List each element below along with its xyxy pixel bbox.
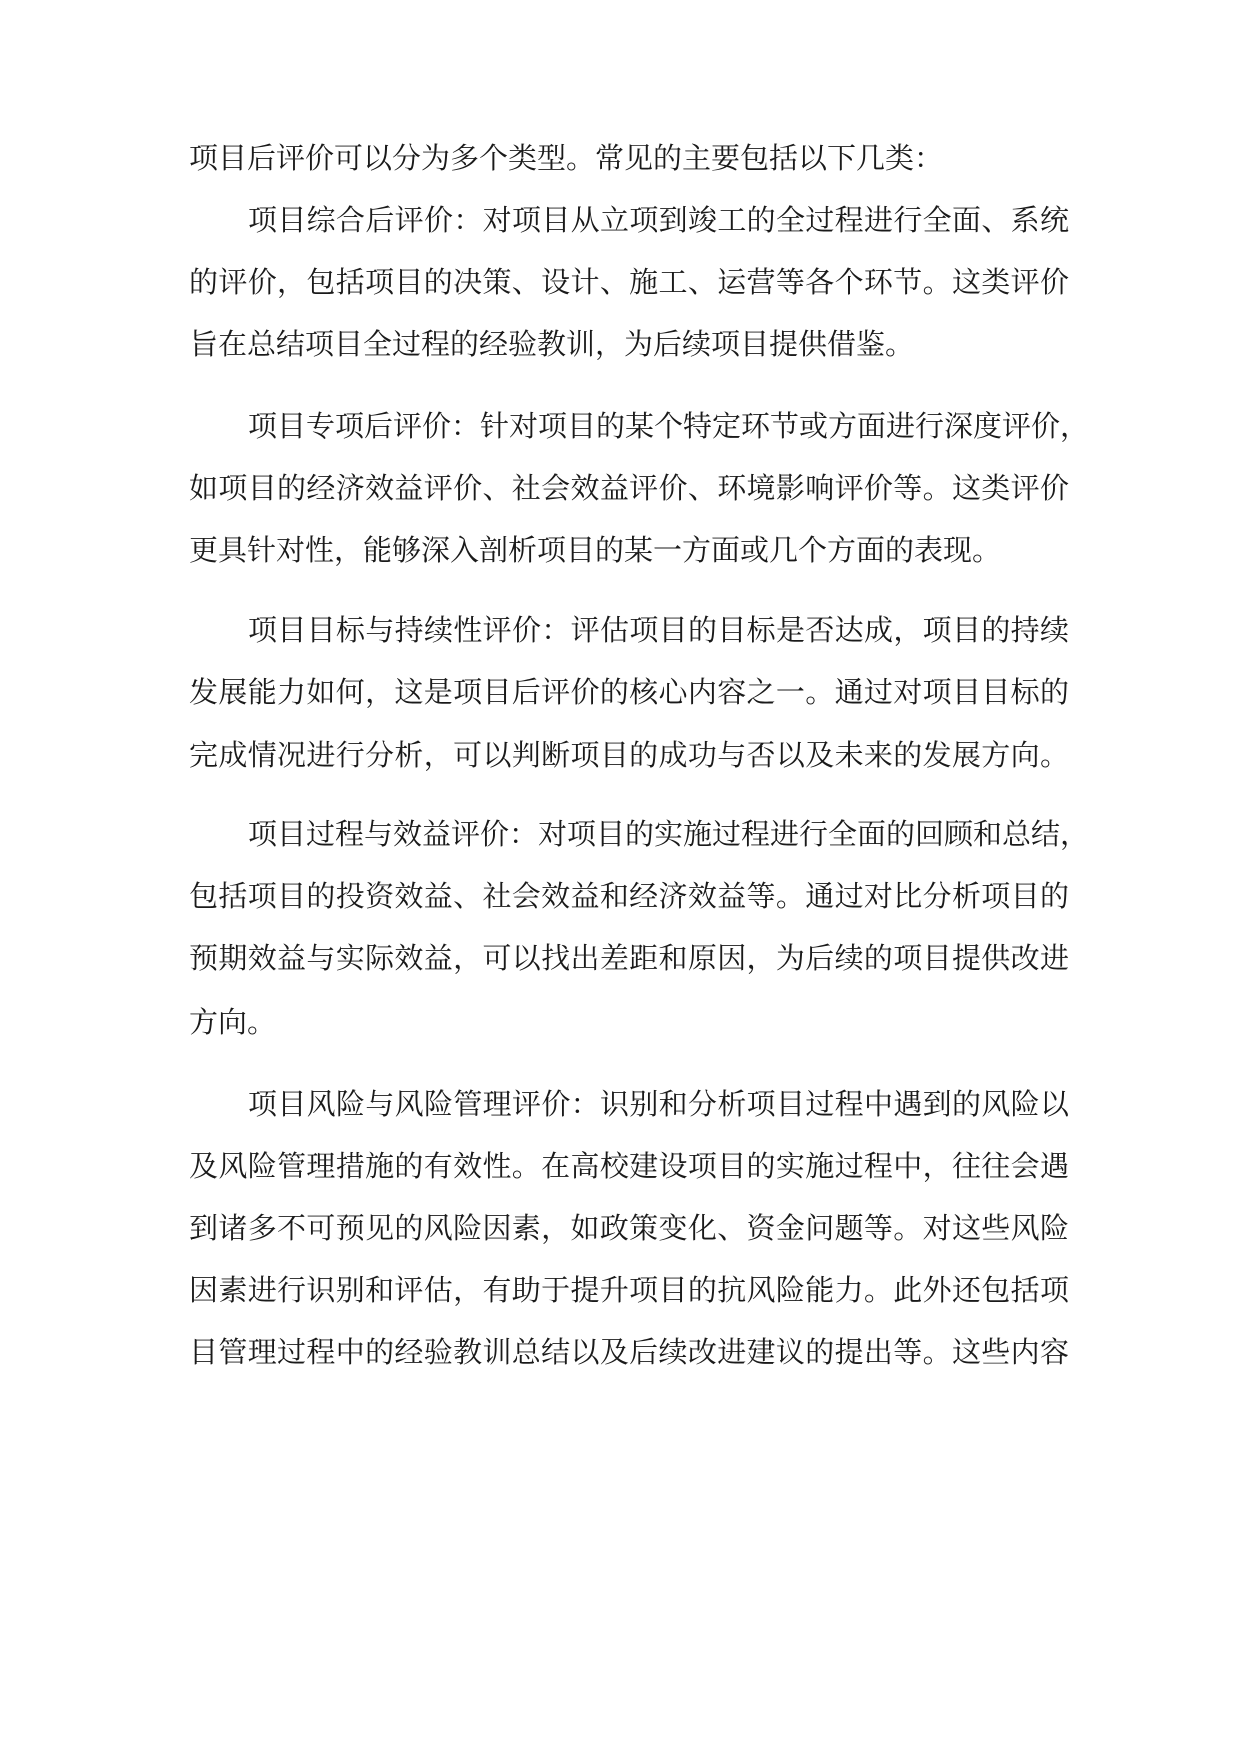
paragraph-first-line: 项目专项后评价：针对项目的某个特定环节或方面进行深度评价，	[248, 409, 1090, 443]
text-line: 旨在总结项目全过程的经验教训，为后续项目提供借鉴。	[189, 327, 915, 361]
text-line: 完成情况进行分析，可以判断项目的成功与否以及未来的发展方向。	[189, 738, 1069, 772]
text-line: 预期效益与实际效益，可以找出差距和原因，为后续的项目提供改进	[189, 941, 1069, 975]
text-line: 因素进行识别和评估，有助于提升项目的抗风险能力。此外还包括项	[189, 1273, 1069, 1307]
paragraph-first-line: 项目风险与风险管理评价：识别和分析项目过程中遇到的风险以	[248, 1087, 1069, 1121]
paragraph-first-line: 项目目标与持续性评价：评估项目的目标是否达成，项目的持续	[248, 613, 1069, 647]
text-line: 方向。	[189, 1005, 277, 1039]
text-line: 更具针对性，能够深入剖析项目的某一方面或几个方面的表现。	[189, 533, 1002, 567]
text-line: 及风险管理措施的有效性。在高校建设项目的实施过程中，往往会遇	[189, 1149, 1069, 1183]
text-line: 的评价，包括项目的决策、设计、施工、运营等各个环节。这类评价	[189, 265, 1069, 299]
paragraph-first-line: 项目综合后评价：对项目从立项到竣工的全过程进行全面、系统	[248, 203, 1069, 237]
text-line: 项目后评价可以分为多个类型。常见的主要包括以下几类：	[189, 141, 944, 175]
paragraph-first-line: 项目过程与效益评价：对项目的实施过程进行全面的回顾和总结，	[248, 817, 1090, 851]
text-line: 如项目的经济效益评价、社会效益评价、环境影响评价等。这类评价	[189, 471, 1069, 505]
text-line: 到诸多不可预见的风险因素，如政策变化、资金问题等。对这些风险	[189, 1211, 1069, 1245]
text-line: 包括项目的投资效益、社会效益和经济效益等。通过对比分析项目的	[189, 879, 1069, 913]
text-line: 目管理过程中的经验教训总结以及后续改进建议的提出等。这些内容	[189, 1335, 1069, 1369]
text-line: 发展能力如何，这是项目后评价的核心内容之一。通过对项目目标的	[189, 675, 1069, 709]
